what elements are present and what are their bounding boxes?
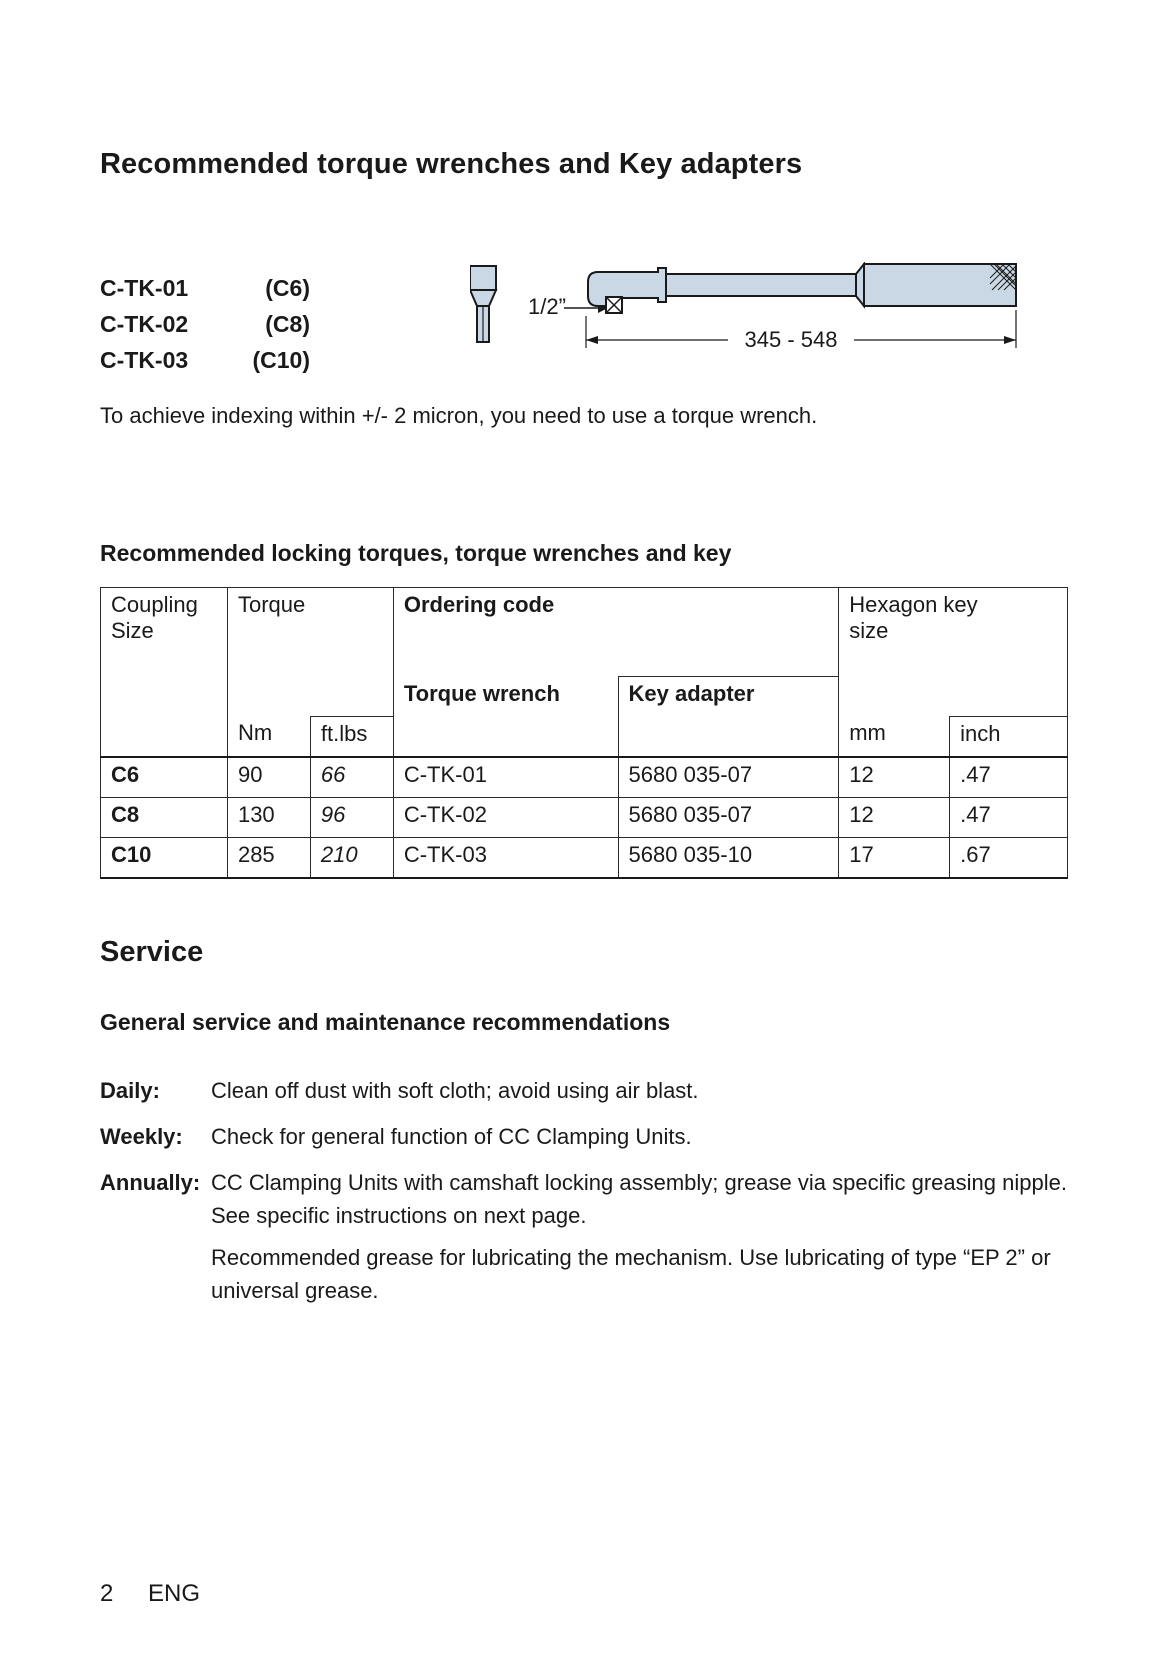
header-mm: mm	[839, 716, 950, 757]
wrench-code: C-TK-02	[100, 311, 189, 337]
grease-note: Recommended grease for lubricating the mechanism. Use lubricating of type “EP 2” or universal grease.	[211, 1245, 1051, 1303]
schedule-label: Daily:	[100, 1078, 160, 1103]
cell-nm: 90	[227, 757, 310, 798]
intro-text: To achieve indexing within +/- 2 micron, you need to use a torque wrench.	[100, 403, 818, 428]
wrench-size: (C10)	[252, 347, 310, 373]
schedule-item	[100, 1074, 1071, 1107]
header-size: Size	[111, 618, 154, 643]
header-nm: Nm	[227, 716, 310, 757]
header-coupling-size	[101, 588, 228, 757]
cell-size: C6	[101, 757, 228, 798]
torque-table	[100, 587, 1068, 879]
header-hex-key-line1: Hexagon key	[849, 592, 978, 617]
schedule-item	[100, 1166, 1071, 1232]
cell-size: C10	[101, 837, 228, 878]
header-hex-key	[839, 588, 1068, 717]
header-wrench-blank	[393, 716, 618, 757]
table-row	[101, 837, 1068, 878]
header-ordering-code: Ordering code	[393, 588, 838, 677]
cell-wrench: C-TK-03	[393, 837, 618, 878]
table-row	[101, 757, 1068, 798]
table-header-row	[101, 588, 1068, 677]
torque-wrench-diagram	[470, 262, 1070, 362]
service-schedule	[100, 1074, 1071, 1307]
cell-nm: 285	[227, 837, 310, 878]
cell-ftlbs: 66	[310, 757, 393, 798]
cell-mm: 12	[839, 797, 950, 837]
wrench-code-row	[100, 270, 310, 306]
service-heading: Service	[100, 936, 204, 968]
header-ftlbs: ft.lbs	[310, 716, 393, 757]
cell-ftlbs: 96	[310, 797, 393, 837]
header-adapter-blank	[618, 716, 839, 757]
cell-size: C8	[101, 797, 228, 837]
cell-adapter: 5680 035-10	[618, 837, 839, 878]
dimension-arrow-right	[1004, 336, 1016, 344]
key-adapter-drawing	[470, 266, 496, 342]
schedule-text: Check for general function of CC Clamping Units.	[211, 1124, 692, 1149]
cell-inch: .67	[950, 837, 1068, 878]
page-number: 2	[100, 1580, 114, 1607]
page-footer	[100, 1580, 228, 1608]
cell-adapter: 5680 035-07	[618, 797, 839, 837]
wrench-code-row	[100, 342, 310, 378]
schedule-text: Clean off dust with soft cloth; avoid using air blast.	[211, 1078, 699, 1103]
cell-ftlbs: 210	[310, 837, 393, 878]
schedule-item	[100, 1120, 1071, 1153]
header-torque: Torque	[227, 588, 393, 717]
table-row	[101, 797, 1068, 837]
table-unit-row	[101, 716, 1068, 757]
length-range-label: 345 - 548	[744, 327, 838, 352]
cell-inch: .47	[950, 757, 1068, 798]
header-hex-key-line2: size	[849, 618, 889, 643]
header-torque-wrench: Torque wrench	[393, 677, 618, 717]
header-key-adapter: Key adapter	[618, 677, 839, 717]
cell-mm: 17	[839, 837, 950, 878]
wrench-code: C-TK-03	[100, 347, 189, 373]
cell-wrench: C-TK-01	[393, 757, 618, 798]
wrench-code-row	[100, 306, 310, 342]
dimension-arrow-left	[586, 336, 598, 344]
torque-wrench-drawing	[588, 264, 1016, 313]
cell-mm: 12	[839, 757, 950, 798]
cell-adapter: 5680 035-07	[618, 757, 839, 798]
cell-nm: 130	[227, 797, 310, 837]
language-label: ENG	[148, 1580, 201, 1607]
service-subheading: General service and maintenance recommendations	[100, 1009, 671, 1035]
wrench-code-list	[100, 270, 310, 378]
page-title: Recommended torque wrenches and Key adapters	[100, 148, 803, 180]
wrench-code: C-TK-01	[100, 275, 189, 301]
table-title: Recommended locking torques, torque wrenches and key	[100, 540, 732, 566]
wrench-size: (C8)	[265, 311, 310, 337]
header-coupling: Coupling	[111, 592, 198, 617]
cell-wrench: C-TK-02	[393, 797, 618, 837]
schedule-label: Annually:	[100, 1170, 201, 1195]
schedule-text: CC Clamping Units with camshaft locking assembly; grease via specific greasing nipple. See specific instructions on next page.	[211, 1170, 1067, 1228]
cell-inch: .47	[950, 797, 1068, 837]
header-inch: inch	[950, 716, 1068, 757]
wrench-size: (C6)	[265, 275, 310, 301]
drive-size-label: 1/2”	[528, 294, 566, 319]
schedule-label: Weekly:	[100, 1124, 183, 1149]
